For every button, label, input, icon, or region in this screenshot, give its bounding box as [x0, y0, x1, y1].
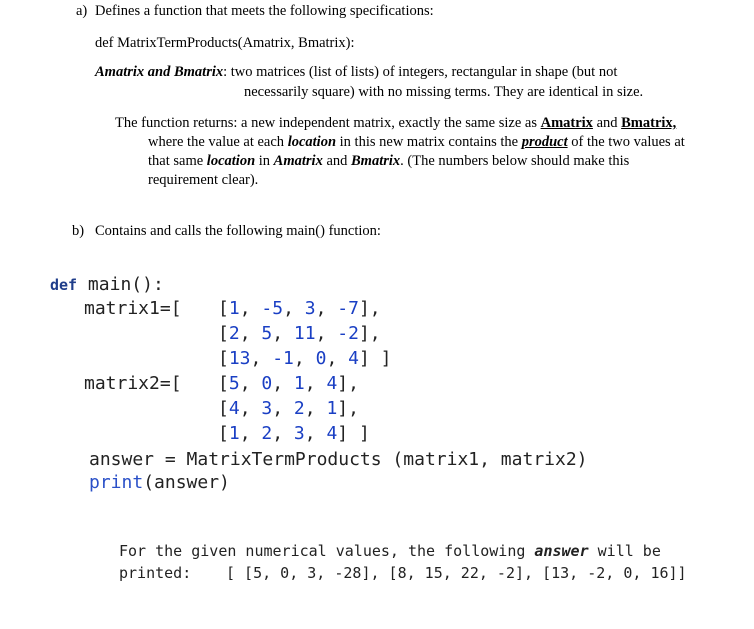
printed-result: [ [5, 0, 3, -28], [8, 15, 22, -2], [13, -2, 0, 16]]	[226, 564, 687, 582]
and-text: and	[592, 115, 622, 131]
returns-line-4: requirement clear).	[148, 172, 259, 188]
matrix2-row-2: [4, 3, 2, 1],	[218, 398, 359, 419]
output-text: For the given numerical values, the following	[119, 542, 535, 560]
matrix-value: 1	[228, 298, 240, 319]
output-line-1	[119, 542, 661, 560]
location-term: location	[206, 153, 256, 169]
returns-text: . (The numbers below should make this	[400, 153, 630, 169]
matrix-value: 3	[304, 298, 316, 319]
matrix-value: 5	[261, 323, 273, 344]
param-desc-1: : two matrices (list of lists) of integers, rectangular in shape (but not	[223, 64, 618, 80]
matrix1-label: matrix1=[	[84, 298, 182, 319]
part-b-marker: b)	[72, 223, 85, 239]
returns-line-2	[148, 134, 685, 151]
matrix-value: 3	[261, 398, 273, 419]
returns-text: in this new matrix contains the	[336, 134, 522, 150]
output-line-2	[119, 564, 191, 582]
matrix-value: 0	[315, 348, 327, 369]
param-desc-2: necessarily square) with no missing terms. They are identical in size.	[244, 84, 644, 100]
bmatrix-term: Bmatrix	[351, 153, 401, 169]
returns-line-3	[148, 153, 629, 170]
matrix-value: 4	[326, 423, 338, 444]
printed-label: printed:	[119, 564, 192, 582]
matrix1-row-3: [13, -1, 0, 4] ]	[218, 348, 392, 369]
matrix2-label: matrix2=[	[84, 373, 182, 394]
print-keyword: print	[89, 472, 144, 493]
answer-assignment: answer = MatrixTermProducts (matrix1, matrix2)	[89, 449, 588, 470]
matrix-value: 1	[293, 373, 305, 394]
def-keyword: def	[50, 276, 78, 294]
amatrix-term: Amatrix	[273, 153, 323, 169]
and-text: and	[322, 153, 352, 169]
matrix-value: 13	[228, 348, 251, 369]
matrix-value: 5	[228, 373, 240, 394]
matrix1-row-1: [1, -5, 3, -7],	[218, 298, 381, 319]
matrix-value: 0	[261, 373, 273, 394]
matrix-value: -7	[337, 298, 359, 319]
product-term: product	[521, 134, 568, 150]
matrix-value: 1	[326, 398, 338, 419]
returns-text: where the value at each	[148, 134, 288, 150]
matrix-value: 3	[293, 423, 305, 444]
function-signature: def MatrixTermProducts(Amatrix, Bmatrix):	[95, 35, 355, 51]
matrix-value: 4	[228, 398, 240, 419]
part-b-heading: Contains and calls the following main() function:	[95, 223, 381, 239]
returns-text: that same	[148, 153, 207, 169]
matrix2-row-1: [5, 0, 1, 4],	[218, 373, 359, 394]
part-a-heading: Defines a function that meets the following specifications:	[95, 3, 434, 19]
location-term: location	[287, 134, 337, 150]
code-def-line	[50, 274, 164, 295]
matrix-value: 1	[228, 423, 240, 444]
param-names: Amatrix and Bmatrix	[95, 64, 224, 80]
matrix-value: 4	[348, 348, 359, 369]
returns-text: of the two values at	[567, 134, 685, 150]
part-a-marker: a)	[76, 3, 88, 19]
matrix2-row-3: [1, 2, 3, 4] ]	[218, 423, 370, 444]
print-argument: (answer)	[143, 472, 230, 493]
output-text: will be	[588, 542, 661, 560]
matrix-value: 2	[228, 323, 240, 344]
matrix-value: 2	[261, 423, 273, 444]
matrix-value: -5	[261, 298, 284, 319]
amatrix-term: Amatrix	[540, 115, 593, 131]
param-line-1	[95, 64, 617, 81]
matrix-value: -2	[337, 323, 359, 344]
main-signature: main():	[77, 274, 164, 295]
matrix1-row-2: [2, 5, 11, -2],	[218, 323, 381, 344]
print-statement	[89, 472, 230, 493]
matrix-value: -1	[272, 348, 294, 369]
bmatrix-term: Bmatrix,	[621, 115, 677, 131]
matrix-value: 4	[326, 373, 338, 394]
matrix-value: 2	[293, 398, 305, 419]
answer-term: answer	[534, 542, 589, 560]
returns-line-1	[115, 115, 676, 132]
returns-text: in	[255, 153, 274, 169]
returns-text: The function returns: a new independent matrix, exactly the same size as	[115, 115, 541, 131]
matrix-value: 11	[293, 323, 316, 344]
